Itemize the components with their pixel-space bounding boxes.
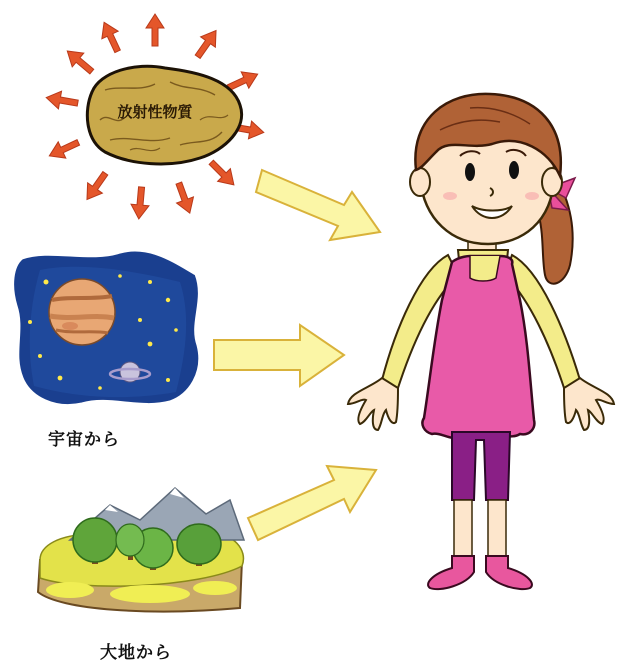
arrow-from-earth-icon — [248, 466, 376, 540]
earth-source-label: 大地から — [100, 643, 172, 663]
ray-arrow-icon — [190, 25, 223, 62]
girl-figure — [348, 94, 614, 589]
space-planet-icon — [13, 250, 200, 406]
ray-arrow-icon — [96, 19, 126, 56]
ray-arrow-icon — [61, 44, 97, 78]
ray-arrow-icon — [170, 180, 198, 216]
arrow-from-space-icon — [214, 325, 344, 386]
radioactive-material-label: 放射性物質 — [117, 103, 193, 121]
ray-arrow-icon — [80, 168, 113, 205]
ray-arrow-icon — [205, 156, 240, 191]
ray-arrow-icon — [46, 134, 83, 164]
space-source-label: 宇宙から — [48, 430, 120, 450]
landscape-icon — [38, 488, 244, 611]
ray-arrow-icon — [146, 14, 164, 46]
arrow-from-material-icon — [256, 170, 380, 240]
ray-arrow-icon — [45, 89, 80, 112]
flow-arrows — [214, 170, 380, 540]
ray-arrow-icon — [130, 186, 151, 219]
